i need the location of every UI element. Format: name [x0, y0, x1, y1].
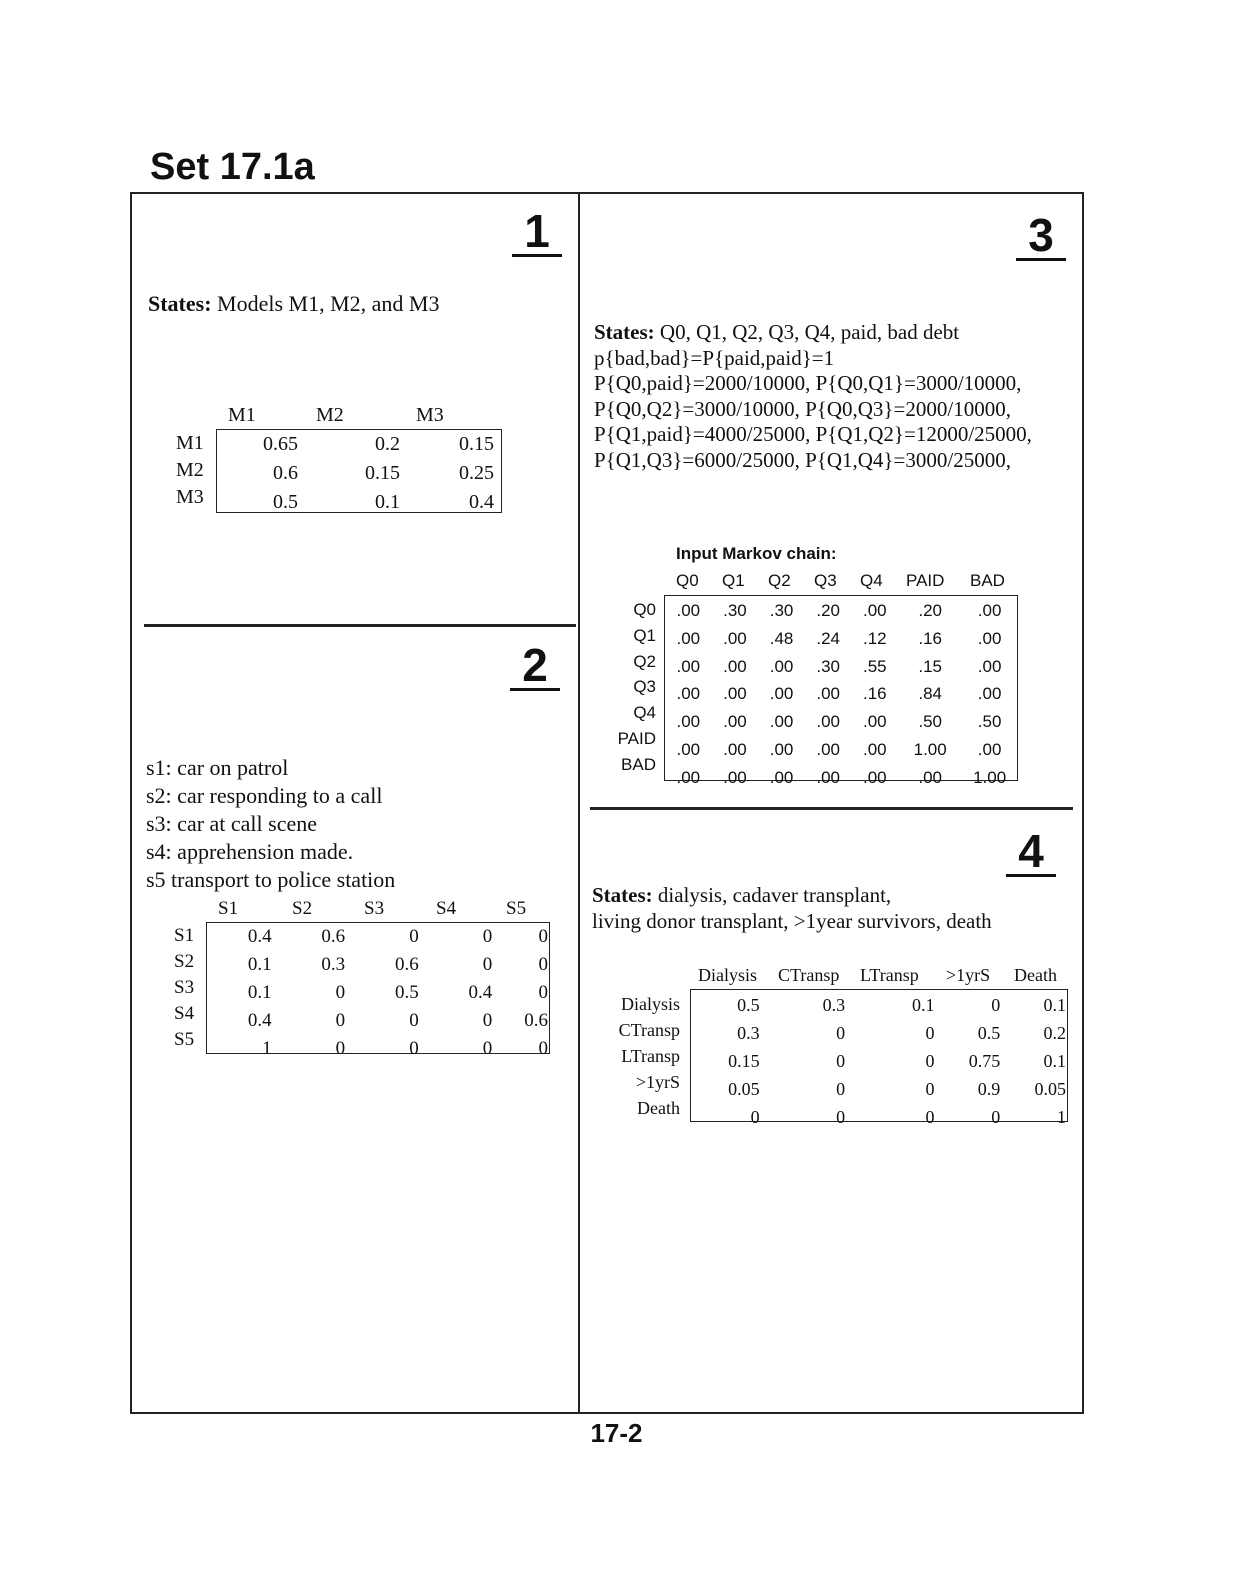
table-row	[691, 1075, 1067, 1103]
row-header: PAID	[617, 728, 656, 748]
section-divider-right	[590, 807, 1073, 810]
matrix-cell: 0.4	[469, 491, 494, 513]
matrix-cell: 1.00	[973, 767, 1007, 787]
matrix-cell: .12	[862, 628, 887, 648]
matrix-cell: .00	[723, 767, 747, 787]
matrix-cell: 0.05	[1034, 1079, 1066, 1099]
section-1-row-headers	[176, 430, 212, 511]
table-row	[691, 991, 1067, 1019]
probability-line: P{Q1,Q3}=6000/25000, P{Q1,Q4}=3000/25000,	[594, 447, 1011, 472]
matrix-cell: 0.75	[968, 1051, 1001, 1071]
matrix-cell: 0	[335, 1010, 346, 1031]
row-header: Q0	[633, 600, 656, 619]
matrix-cell: .00	[816, 739, 840, 759]
matrix-cell: 0.4	[247, 1010, 272, 1031]
matrix-cell: .00	[816, 767, 840, 787]
state-line: s5 transport to police station	[146, 867, 396, 892]
states-line	[594, 320, 1032, 346]
matrix-cell: .00	[816, 684, 840, 704]
matrix-cell: 0.15	[365, 462, 400, 484]
matrix-cell: .00	[676, 767, 701, 787]
table-row	[665, 764, 1017, 792]
matrix-cell: 0	[750, 1107, 760, 1127]
section-3-number: 3	[1016, 212, 1066, 261]
matrix-cell: .00	[723, 684, 747, 704]
matrix-cell: .00	[723, 628, 747, 648]
matrix-cell: .00	[676, 656, 701, 676]
row-header: S4	[174, 1003, 195, 1024]
row-header: M1	[176, 432, 204, 454]
col-header: M2	[316, 404, 344, 426]
probability-line: P{Q1,paid}=4000/25000, P{Q1,Q2}=12000/25000,	[594, 422, 1032, 446]
matrix-cell: 0.4	[468, 982, 493, 1003]
row-header: M2	[176, 459, 204, 481]
section-3-row-headers	[598, 597, 656, 778]
matrix-cell: 1	[262, 1038, 272, 1059]
matrix-cell: 0.5	[394, 982, 419, 1003]
matrix-cell: 0.9	[977, 1079, 1001, 1099]
table-row	[665, 736, 1017, 764]
matrix-cell: 0	[925, 1107, 935, 1127]
matrix-cell: 0.1	[912, 995, 935, 1015]
col-header: M1	[228, 404, 256, 426]
row-header: Q1	[633, 625, 656, 645]
matrix-cell: 0.6	[394, 954, 419, 975]
matrix-cell: .00	[769, 656, 794, 676]
matrix-cell: 0	[836, 1023, 846, 1043]
state-line: s4: apprehension made.	[146, 839, 354, 864]
row-header: S2	[174, 951, 195, 972]
matrix-cell: 0	[836, 1079, 846, 1099]
table-row	[691, 1019, 1067, 1047]
table-row	[665, 625, 1017, 653]
matrix-cell: 0	[409, 926, 419, 947]
col-header: Q4	[860, 571, 883, 590]
table-row	[665, 653, 1017, 681]
matrix-cell: 0	[991, 1107, 1001, 1127]
matrix-cell: 0.1	[1043, 995, 1066, 1015]
states-line-2: living donor transplant, >1year survivors, death	[592, 909, 992, 933]
col-header: LTransp	[860, 965, 919, 985]
matrix-cell: 0	[538, 982, 548, 1003]
matrix-cell: 0	[925, 1051, 935, 1071]
matrix-cell: 0.2	[1043, 1023, 1066, 1043]
matrix-cell: .00	[977, 628, 1002, 648]
matrix-cell: 0.2	[375, 433, 400, 455]
matrix-cell: .16	[918, 628, 942, 648]
matrix-cell: 0.15	[459, 433, 494, 455]
table-row	[207, 1035, 549, 1063]
row-header: Death	[637, 1098, 680, 1118]
matrix-cell: .30	[723, 601, 747, 620]
matrix-cell: 0	[925, 1023, 935, 1043]
matrix-cell: 0	[482, 954, 493, 975]
matrix-cell: .00	[977, 656, 1002, 676]
matrix-cell: .00	[862, 601, 887, 620]
row-header: Q3	[633, 677, 656, 697]
matrix-cell: 0.6	[524, 1010, 548, 1031]
matrix-cell: .48	[769, 628, 794, 648]
matrix-cell: 0	[335, 982, 346, 1003]
states-label: States:	[594, 320, 655, 344]
section-4-row-headers	[600, 991, 680, 1121]
row-header: Dialysis	[620, 994, 680, 1014]
col-header: >1yrS	[946, 965, 991, 985]
matrix-cell: .00	[977, 739, 1002, 759]
matrix-cell: .00	[977, 684, 1002, 704]
matrix-cell: .24	[816, 628, 840, 648]
col-header: M3	[416, 404, 444, 426]
matrix-cell: .00	[723, 656, 747, 676]
chain-title: Input Markov chain:	[676, 544, 837, 563]
matrix-cell: .00	[862, 739, 887, 759]
matrix-cell: 0.6	[321, 926, 346, 947]
col-header: S5	[506, 898, 527, 919]
state-line: s1: car on patrol	[146, 755, 289, 780]
matrix-cell: .20	[918, 601, 942, 620]
section-2-row-headers	[174, 923, 204, 1053]
col-header: Dialysis	[698, 965, 758, 985]
col-header: Q2	[768, 571, 791, 590]
matrix-cell: 0.5	[977, 1023, 1001, 1043]
matrix-cell: 0.3	[822, 995, 846, 1015]
matrix-cell: .16	[862, 684, 887, 704]
matrix-cell: 0.1	[375, 491, 400, 513]
matrix-cell: .00	[723, 712, 747, 732]
matrix-cell: .00	[769, 767, 794, 787]
section-2-matrix	[206, 922, 550, 1059]
matrix-cell: 0	[335, 1038, 346, 1059]
matrix-cell: .00	[676, 684, 701, 704]
probability-line: p{bad,bad}=P{paid,paid}=1	[594, 345, 835, 370]
matrix-cell: .50	[977, 712, 1002, 732]
matrix-cell: 0	[538, 926, 548, 947]
col-header: BAD	[970, 571, 1005, 590]
matrix-cell: 0.4	[247, 926, 272, 947]
section-2-col-headers	[206, 898, 550, 920]
row-header: CTransp	[618, 1020, 680, 1040]
probability-line: P{Q0,Q2}=3000/10000, P{Q0,Q3}=2000/10000,	[594, 396, 1011, 421]
matrix-cell: 0.1	[247, 982, 272, 1003]
col-header: Q0	[676, 571, 699, 590]
matrix-cell: 1	[1057, 1107, 1066, 1127]
matrix-cell: 0	[991, 995, 1001, 1015]
matrix-cell: 1.00	[913, 739, 947, 759]
matrix-cell: 0	[538, 1038, 548, 1059]
matrix-cell: .00	[676, 601, 701, 620]
col-header: S2	[292, 898, 313, 919]
page-footer: 17-2	[590, 1418, 643, 1448]
table-row	[665, 597, 1017, 625]
matrix-cell: .30	[769, 601, 794, 620]
section-4-states	[592, 882, 992, 934]
col-header: Q1	[722, 571, 745, 590]
section-3-text	[594, 320, 1032, 473]
matrix-cell: .00	[862, 712, 887, 732]
column-divider	[578, 192, 580, 1414]
table-row	[691, 1047, 1067, 1075]
table-row	[217, 430, 495, 459]
col-header: S1	[218, 898, 239, 919]
matrix-cell: .00	[676, 628, 701, 648]
row-header: LTransp	[621, 1046, 680, 1066]
section-1-number: 1	[512, 208, 562, 257]
table-row	[665, 680, 1017, 708]
section-4-matrix	[690, 989, 1068, 1127]
row-header: S1	[174, 925, 195, 946]
matrix-cell: 0.1	[1043, 1051, 1066, 1071]
matrix-cell: .55	[862, 656, 887, 676]
state-line: s2: car responding to a call	[146, 783, 383, 808]
table-row	[217, 488, 495, 517]
col-header: CTransp	[778, 965, 840, 985]
matrix-cell: .00	[769, 712, 794, 732]
matrix-cell: 0	[538, 954, 548, 975]
matrix-cell: .00	[723, 739, 747, 759]
table-row	[207, 951, 549, 979]
table-row	[217, 459, 495, 488]
matrix-cell: .00	[769, 684, 794, 704]
matrix-cell: 0	[482, 1038, 493, 1059]
states-label: States:	[592, 883, 653, 907]
matrix-cell: 0.65	[263, 433, 298, 455]
row-header: S3	[174, 977, 195, 998]
matrix-cell: 0	[925, 1079, 935, 1099]
matrix-cell: .00	[816, 712, 840, 732]
section-1-col-headers	[216, 404, 502, 428]
section-4-number: 4	[1006, 828, 1056, 877]
section-4-col-headers	[690, 965, 1068, 987]
probability-line: P{Q0,paid}=2000/10000, P{Q0,Q1}=3000/10000,	[594, 371, 1022, 395]
matrix-cell: 0.6	[273, 462, 298, 484]
matrix-cell: .50	[918, 712, 942, 732]
col-header: Death	[1014, 965, 1057, 985]
matrix-cell: 0.25	[459, 462, 494, 484]
matrix-cell: .20	[816, 601, 840, 620]
section-2-number: 2	[510, 642, 560, 691]
section-3-col-headers	[664, 571, 1018, 593]
matrix-cell: 0.5	[737, 995, 760, 1015]
matrix-cell: .00	[676, 739, 701, 759]
matrix-cell: 0	[482, 926, 493, 947]
row-header: Q4	[633, 703, 656, 723]
matrix-cell: 0.1	[247, 954, 272, 975]
section-1-states	[148, 290, 440, 318]
page-title: Set 17.1a	[150, 146, 315, 188]
matrix-cell: 0.05	[728, 1079, 760, 1099]
matrix-cell: .00	[769, 739, 794, 759]
matrix-cell: .30	[816, 656, 840, 676]
section-divider-left	[144, 624, 576, 627]
col-header: Q3	[814, 571, 837, 590]
matrix-cell: .00	[676, 712, 701, 732]
section-1-matrix	[216, 429, 502, 513]
row-header: Q2	[633, 651, 656, 671]
states-text: Models M1, M2, and M3	[217, 291, 440, 316]
matrix-cell: 0.3	[737, 1023, 760, 1043]
states-text: Q0, Q1, Q2, Q3, Q4, paid, bad debt	[659, 320, 960, 344]
col-header: S4	[436, 898, 457, 919]
col-header: S3	[364, 898, 385, 919]
matrix-cell: 0	[482, 1010, 493, 1031]
row-header: BAD	[621, 754, 656, 774]
matrix-cell: .00	[977, 601, 1002, 620]
matrix-cell: 0	[409, 1010, 419, 1031]
matrix-cell: .00	[918, 767, 942, 787]
row-header: S5	[174, 1029, 195, 1050]
matrix-cell: 0	[409, 1038, 419, 1059]
section-3-matrix	[664, 595, 1018, 787]
col-header: PAID	[906, 571, 945, 590]
states-text: dialysis, cadaver transplant,	[657, 883, 892, 907]
states-label: States:	[148, 291, 212, 316]
matrix-cell: 0.3	[321, 954, 346, 975]
table-row	[665, 708, 1017, 736]
matrix-cell: 0.15	[728, 1051, 760, 1071]
matrix-cell: .84	[918, 684, 942, 704]
matrix-cell: .15	[918, 656, 942, 676]
matrix-cell: .00	[862, 767, 887, 787]
table-row	[207, 923, 549, 951]
table-row	[207, 1007, 549, 1035]
state-line: s3: car at call scene	[146, 811, 318, 836]
matrix-cell: 0	[836, 1051, 846, 1071]
matrix-cell: 0	[836, 1107, 846, 1127]
table-row	[691, 1103, 1067, 1131]
matrix-cell: 0.5	[273, 491, 298, 513]
row-header: >1yrS	[635, 1072, 680, 1092]
row-header: M3	[176, 486, 204, 508]
section-2-states-list	[146, 754, 395, 894]
table-row	[207, 979, 549, 1007]
states-line	[592, 882, 992, 908]
